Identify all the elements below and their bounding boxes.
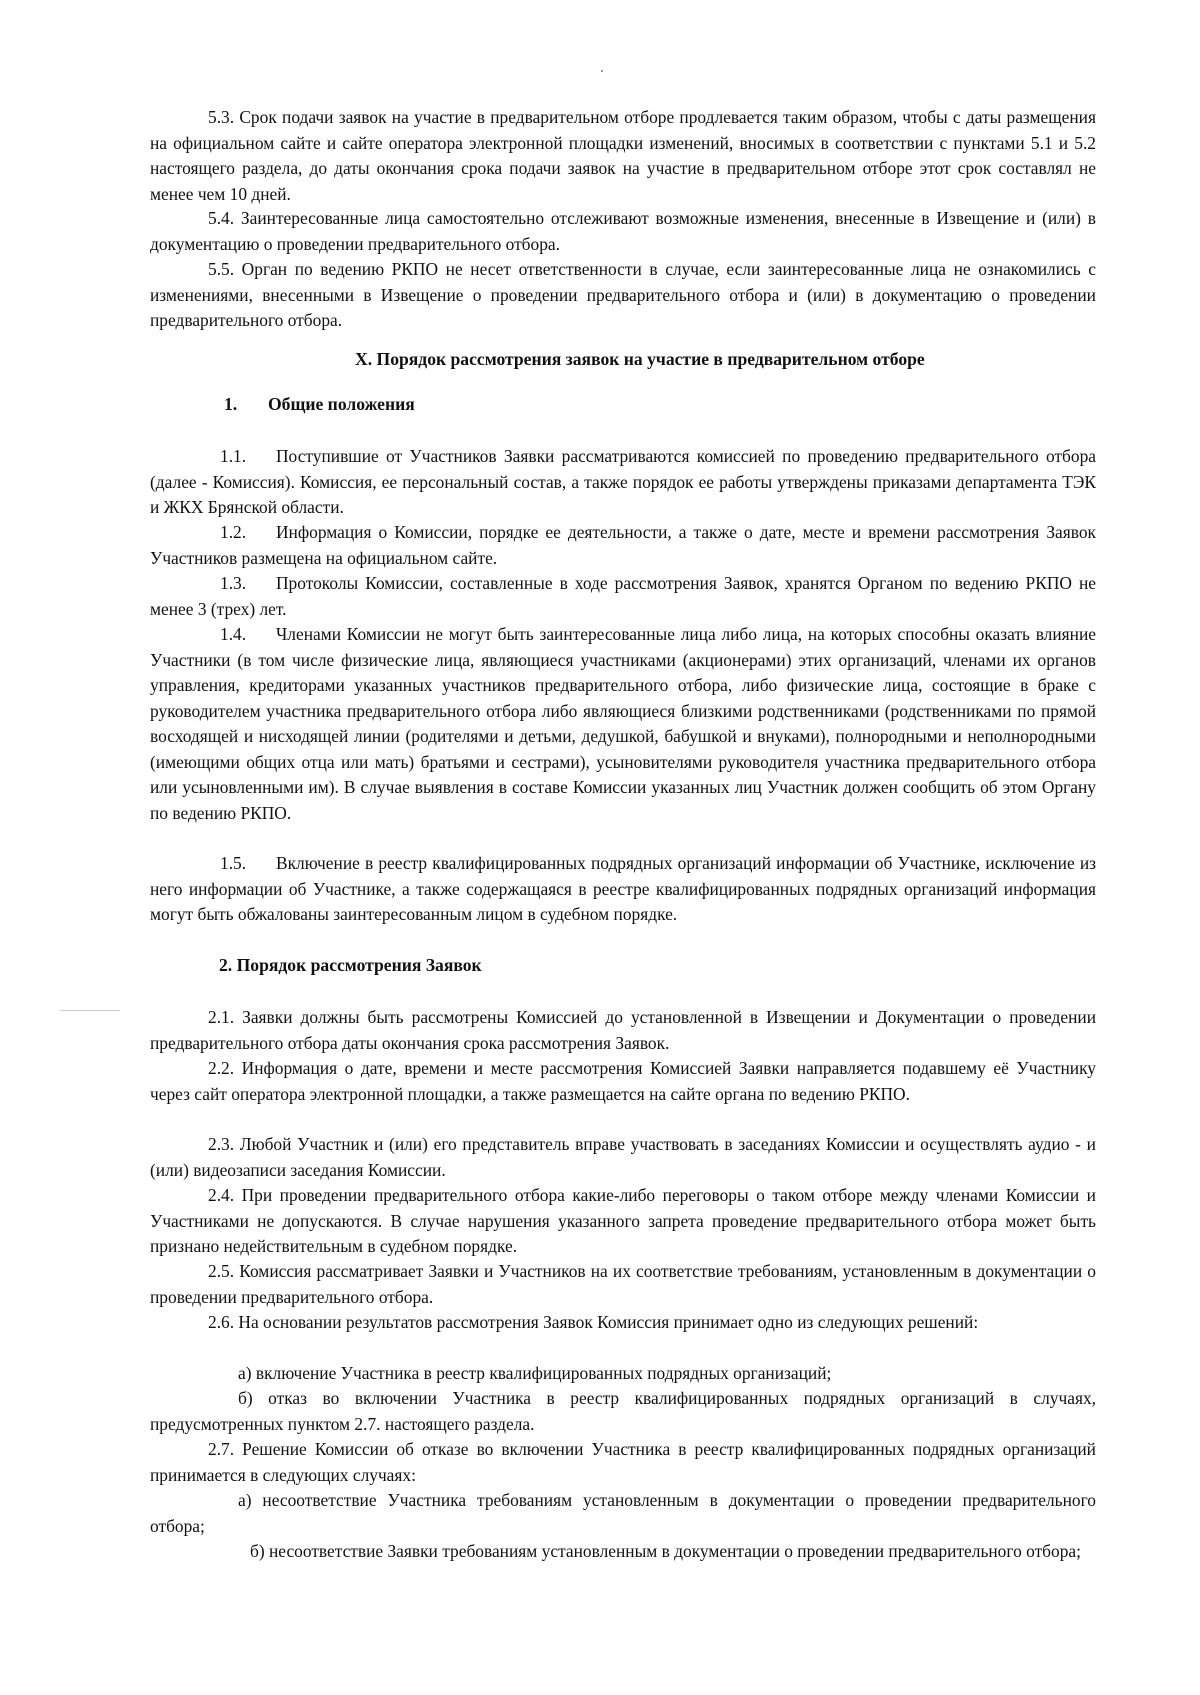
paragraph-5-5: 5.5. Орган по ведению РКПО не несет ответственности в случае, если заинтересованные лица не ознакомились с изменениями, внесенными в Извещение о проведении предварительного отбора и (или) в документацию о проведении предварительного отбора. bbox=[150, 259, 1096, 330]
paragraph-2-6-b: б) отказ во включении Участника в реестр квалифицированных подрядных организаций в случаях, предусмотренных пунктом 2.7. настоящего раздела. bbox=[150, 1388, 1096, 1434]
item-text: Поступившие от Участников Заявки рассматриваются комиссией по проведению предварительного отбора (далее - Комиссия). Комиссия, ее персональный состав, а также порядок ее работы утверждены приказами департамента ТЭК и ЖКХ Брянской области. bbox=[150, 446, 1096, 517]
item-text: Включение в реестр квалифицированных подрядных организаций информации об Участнике, исключение из него информации об Участнике, а также содержащаяся в реестре квалифицированных подрядных организаций информация могут быть обжалованы заинтересованным лицом в судебном порядке. bbox=[150, 853, 1096, 924]
paragraph-2-4: 2.4. При проведении предварительного отбора какие-либо переговоры о таком отборе между членами Комиссии и Участниками не допускаются. В случае нарушения указанного запрета проведение предварительного отбора может быть признано недействительным в судебном порядке. bbox=[150, 1185, 1096, 1256]
item-number: 1.4. bbox=[220, 624, 247, 644]
paragraph-2-3: 2.3. Любой Участник и (или) его представитель вправе участвовать в заседаниях Комиссии и осуществлять аудио - и (или) видеозаписи заседания Комиссии. bbox=[150, 1134, 1096, 1180]
paragraph-1-2 bbox=[150, 520, 1096, 571]
item-text: Членами Комиссии не могут быть заинтересованные лица либо лица, на которых способны оказать влияние Участники (в том числе физические лица, являющиеся участниками (акционерами) этих организаций, членами их органов управления, кредиторами указанных участников предварительного отбора, либо физические лица, состоящие в браке с руководителем участника предварительного отбора либо являющиеся близкими родственниками (родственниками по прямой восходящей и нисходящей линии (родителями и детьми, дедушкой, бабушкой и внуками), полнородными и неполнородными (имеющими общих отца или мать) братьями и сестрами), усыновителями руководителя участника предварительного отбора или усыновленными им). В случае выявления в составе Комиссии указанных лиц Участник должен сообщить об этом Органу по ведению РКПО. bbox=[150, 624, 1096, 823]
subsection-1-number: 1. bbox=[224, 394, 238, 414]
paragraph-2-6-a: а) включение Участника в реестр квалифицированных подрядных организаций; bbox=[238, 1363, 832, 1383]
paragraph-2-6: 2.6. На основании результатов рассмотрения Заявок Комиссия принимает одно из следующих решений: bbox=[208, 1312, 979, 1332]
scan-dot bbox=[601, 70, 603, 72]
scan-line bbox=[60, 1010, 120, 1011]
paragraph-2-7-a: а) несоответствие Участника требованиям установленным в документации о проведении предварительного отбора; bbox=[150, 1490, 1096, 1536]
paragraph-1-3 bbox=[150, 571, 1096, 622]
paragraph-1-5 bbox=[150, 851, 1096, 928]
item-number: 1.5. bbox=[220, 853, 247, 873]
paragraph-2-5: 2.5. Комиссия рассматривает Заявки и Участников на их соответствие требованиям, установленным в документации о проведении предварительного отбора. bbox=[150, 1261, 1096, 1307]
paragraph-2-7-b: б) несоответствие Заявки требованиям установленным в документации о проведении предварительного отбора; bbox=[250, 1541, 1081, 1561]
subsection-2-title: 2. Порядок рассмотрения Заявок bbox=[219, 955, 482, 975]
item-number: 1.2. bbox=[220, 522, 247, 542]
subsection-1-title bbox=[224, 392, 415, 418]
subsection-1-label: Общие положения bbox=[268, 394, 415, 414]
item-number: 1.3. bbox=[220, 573, 247, 593]
paragraph-1-4 bbox=[150, 622, 1096, 826]
section-x-title: X. Порядок рассмотрения заявок на участие в предварительном отборе bbox=[355, 349, 925, 369]
item-text: Протоколы Комиссии, составленные в ходе рассмотрения Заявок, хранятся Органом по ведению РКПО не менее 3 (трех) лет. bbox=[150, 573, 1096, 619]
paragraph-1-1 bbox=[150, 444, 1096, 521]
item-number: 1.1. bbox=[220, 446, 247, 466]
paragraph-5-3: 5.3. Срок подачи заявок на участие в предварительном отборе продлевается таким образом, чтобы с даты размещения на официальном сайте и сайте оператора электронной площадки изменений, вносимых в соответствии с пунктами 5.1 и 5.2 настоящего раздела, до даты окончания срока подачи заявок на участие в предварительном отборе этот срок составлял не менее чем 10 дней. bbox=[150, 107, 1096, 204]
paragraph-2-1: 2.1. Заявки должны быть рассмотрены Комиссией до установленной в Извещении и Документации о проведении предварительного отбора даты окончания срока рассмотрения Заявок. bbox=[150, 1007, 1096, 1053]
paragraph-2-2: 2.2. Информация о дате, времени и месте рассмотрения Комиссией Заявки направляется подавшему её Участнику через сайт оператора электронной площадки, а также размещается на сайте органа по ведению РКПО. bbox=[150, 1058, 1096, 1104]
paragraph-2-7: 2.7. Решение Комиссии об отказе во включении Участника в реестр квалифицированных подрядных организаций принимается в следующих случаях: bbox=[150, 1439, 1096, 1485]
item-text: Информация о Комиссии, порядке ее деятельности, а также о дате, месте и времени рассмотрения Заявок Участников размещена на официальном сайте. bbox=[150, 522, 1096, 568]
paragraph-5-4: 5.4. Заинтересованные лица самостоятельно отслеживают возможные изменения, внесенные в Извещение и (или) в документацию о проведении предварительного отбора. bbox=[150, 208, 1096, 254]
